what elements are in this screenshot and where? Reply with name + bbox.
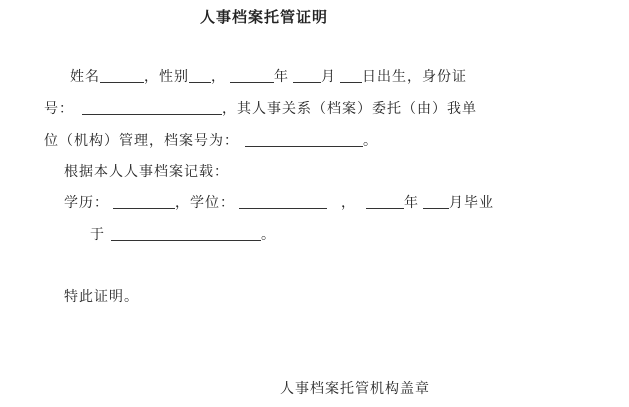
line-id-number <box>44 100 477 118</box>
separator: ， <box>341 195 356 211</box>
line-certify <box>64 288 139 306</box>
month-label: 月 <box>321 69 336 85</box>
archive-text: 位（机构）管理，档案号为： <box>44 133 239 149</box>
certify-text: 特此证明。 <box>64 289 139 305</box>
name-blank[interactable] <box>100 68 144 83</box>
line-school <box>90 226 276 244</box>
degree-label: ，学位： <box>175 195 235 211</box>
education-label: 学历： <box>64 195 109 211</box>
birth-day-blank[interactable] <box>340 68 362 83</box>
gender-blank[interactable] <box>189 68 211 83</box>
id-prefix: 号： <box>44 101 74 117</box>
year-label: 年 <box>274 69 289 85</box>
separator: ， <box>211 69 226 85</box>
year-label: 年 <box>404 195 419 211</box>
school-prefix: 于 <box>90 227 105 243</box>
birth-month-blank[interactable] <box>293 68 321 83</box>
archive-number-blank[interactable] <box>245 132 363 147</box>
school-blank[interactable] <box>111 226 261 241</box>
line-record-intro <box>64 163 229 181</box>
record-text: 根据本人人事档案记载： <box>64 164 229 180</box>
birth-year-blank[interactable] <box>230 68 274 83</box>
grad-month-blank[interactable] <box>423 194 449 209</box>
graduation-label: 月毕业 <box>449 195 494 211</box>
degree-blank[interactable] <box>239 194 327 209</box>
gender-label: ，性别 <box>144 69 189 85</box>
birth-label: 日出生，身份证 <box>362 69 467 85</box>
line-archive-number <box>44 132 378 150</box>
line-personal-info <box>70 68 467 86</box>
grad-year-blank[interactable] <box>366 194 404 209</box>
document-title: 人事档案托管证明 <box>200 8 329 26</box>
education-blank[interactable] <box>113 194 175 209</box>
period: 。 <box>261 227 276 243</box>
relation-text: ，其人事关系（档案）委托（由）我单 <box>222 101 477 117</box>
stamp-label: 人事档案托管机构盖章 <box>280 381 430 397</box>
id-number-blank[interactable] <box>82 100 222 115</box>
period: 。 <box>363 133 378 149</box>
line-education <box>64 194 494 212</box>
name-label: 姓名 <box>70 69 100 85</box>
